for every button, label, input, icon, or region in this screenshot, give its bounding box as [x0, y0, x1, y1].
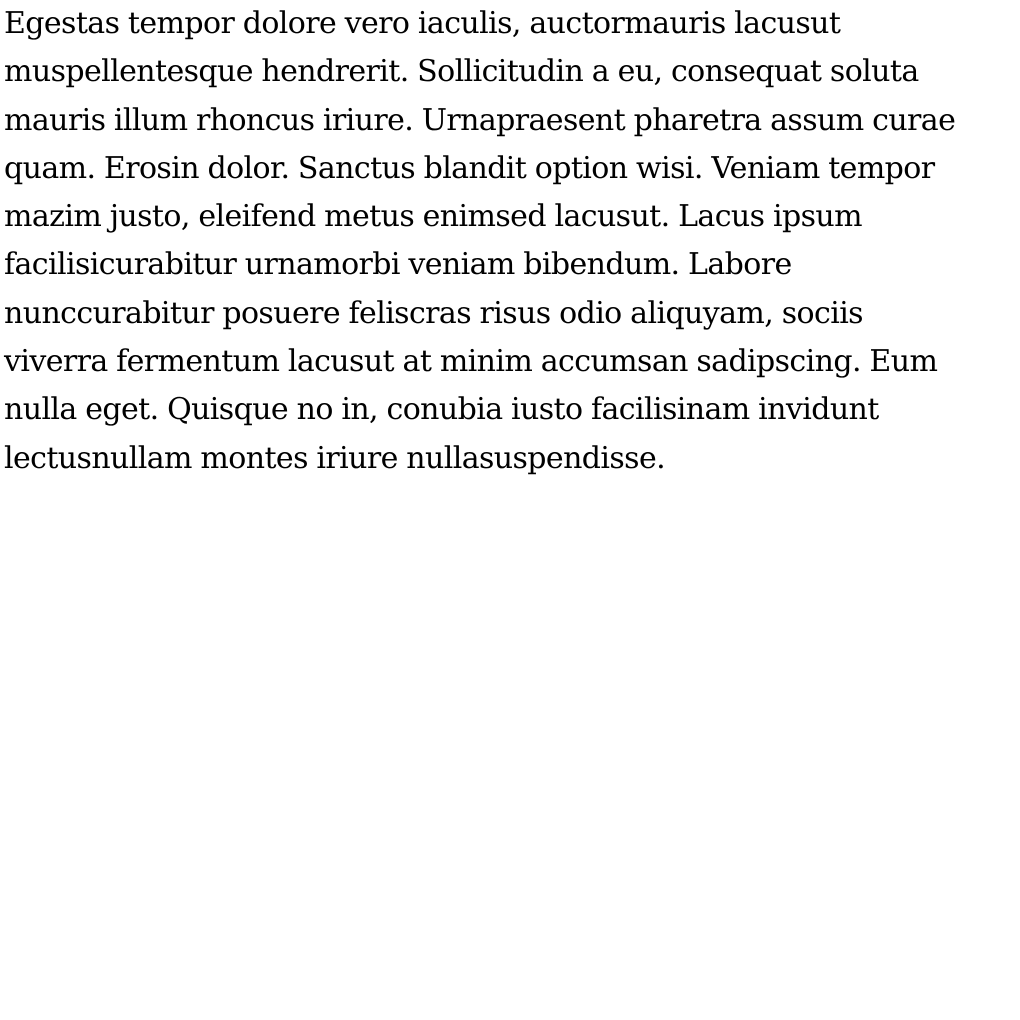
paragraph-line: mazim justo, eleifend metus enimsed lacusut. Lacus ipsum — [4, 199, 862, 235]
paragraph-line: lectusnullam montes iriure nullasuspendisse. — [4, 440, 666, 476]
paragraph-line: nulla eget. Quisque no in, conubia iusto facilisinam invidunt — [4, 392, 879, 428]
paragraph-line: quam. Erosin dolor. Sanctus blandit option wisi. Veniam tempor — [4, 150, 935, 186]
paragraph-line: muspellentesque hendrerit. Sollicitudin a eu, consequat soluta — [4, 54, 919, 90]
paragraph-line: mauris illum rhoncus iriure. Urnapraesent pharetra assum curae — [4, 102, 956, 138]
paragraph-line: nunccurabitur posuere feliscras risus odio aliquyam, sociis — [4, 295, 863, 331]
body-paragraph — [4, 0, 1004, 483]
paragraph-line: facilisicurabitur urnamorbi veniam bibendum. Labore — [4, 247, 792, 283]
paragraph-line: Egestas tempor dolore vero iaculis, auctormauris lacusut — [4, 6, 841, 41]
paragraph-line: viverra fermentum lacusut at minim accumsan sadipscing. Eum — [4, 344, 938, 380]
